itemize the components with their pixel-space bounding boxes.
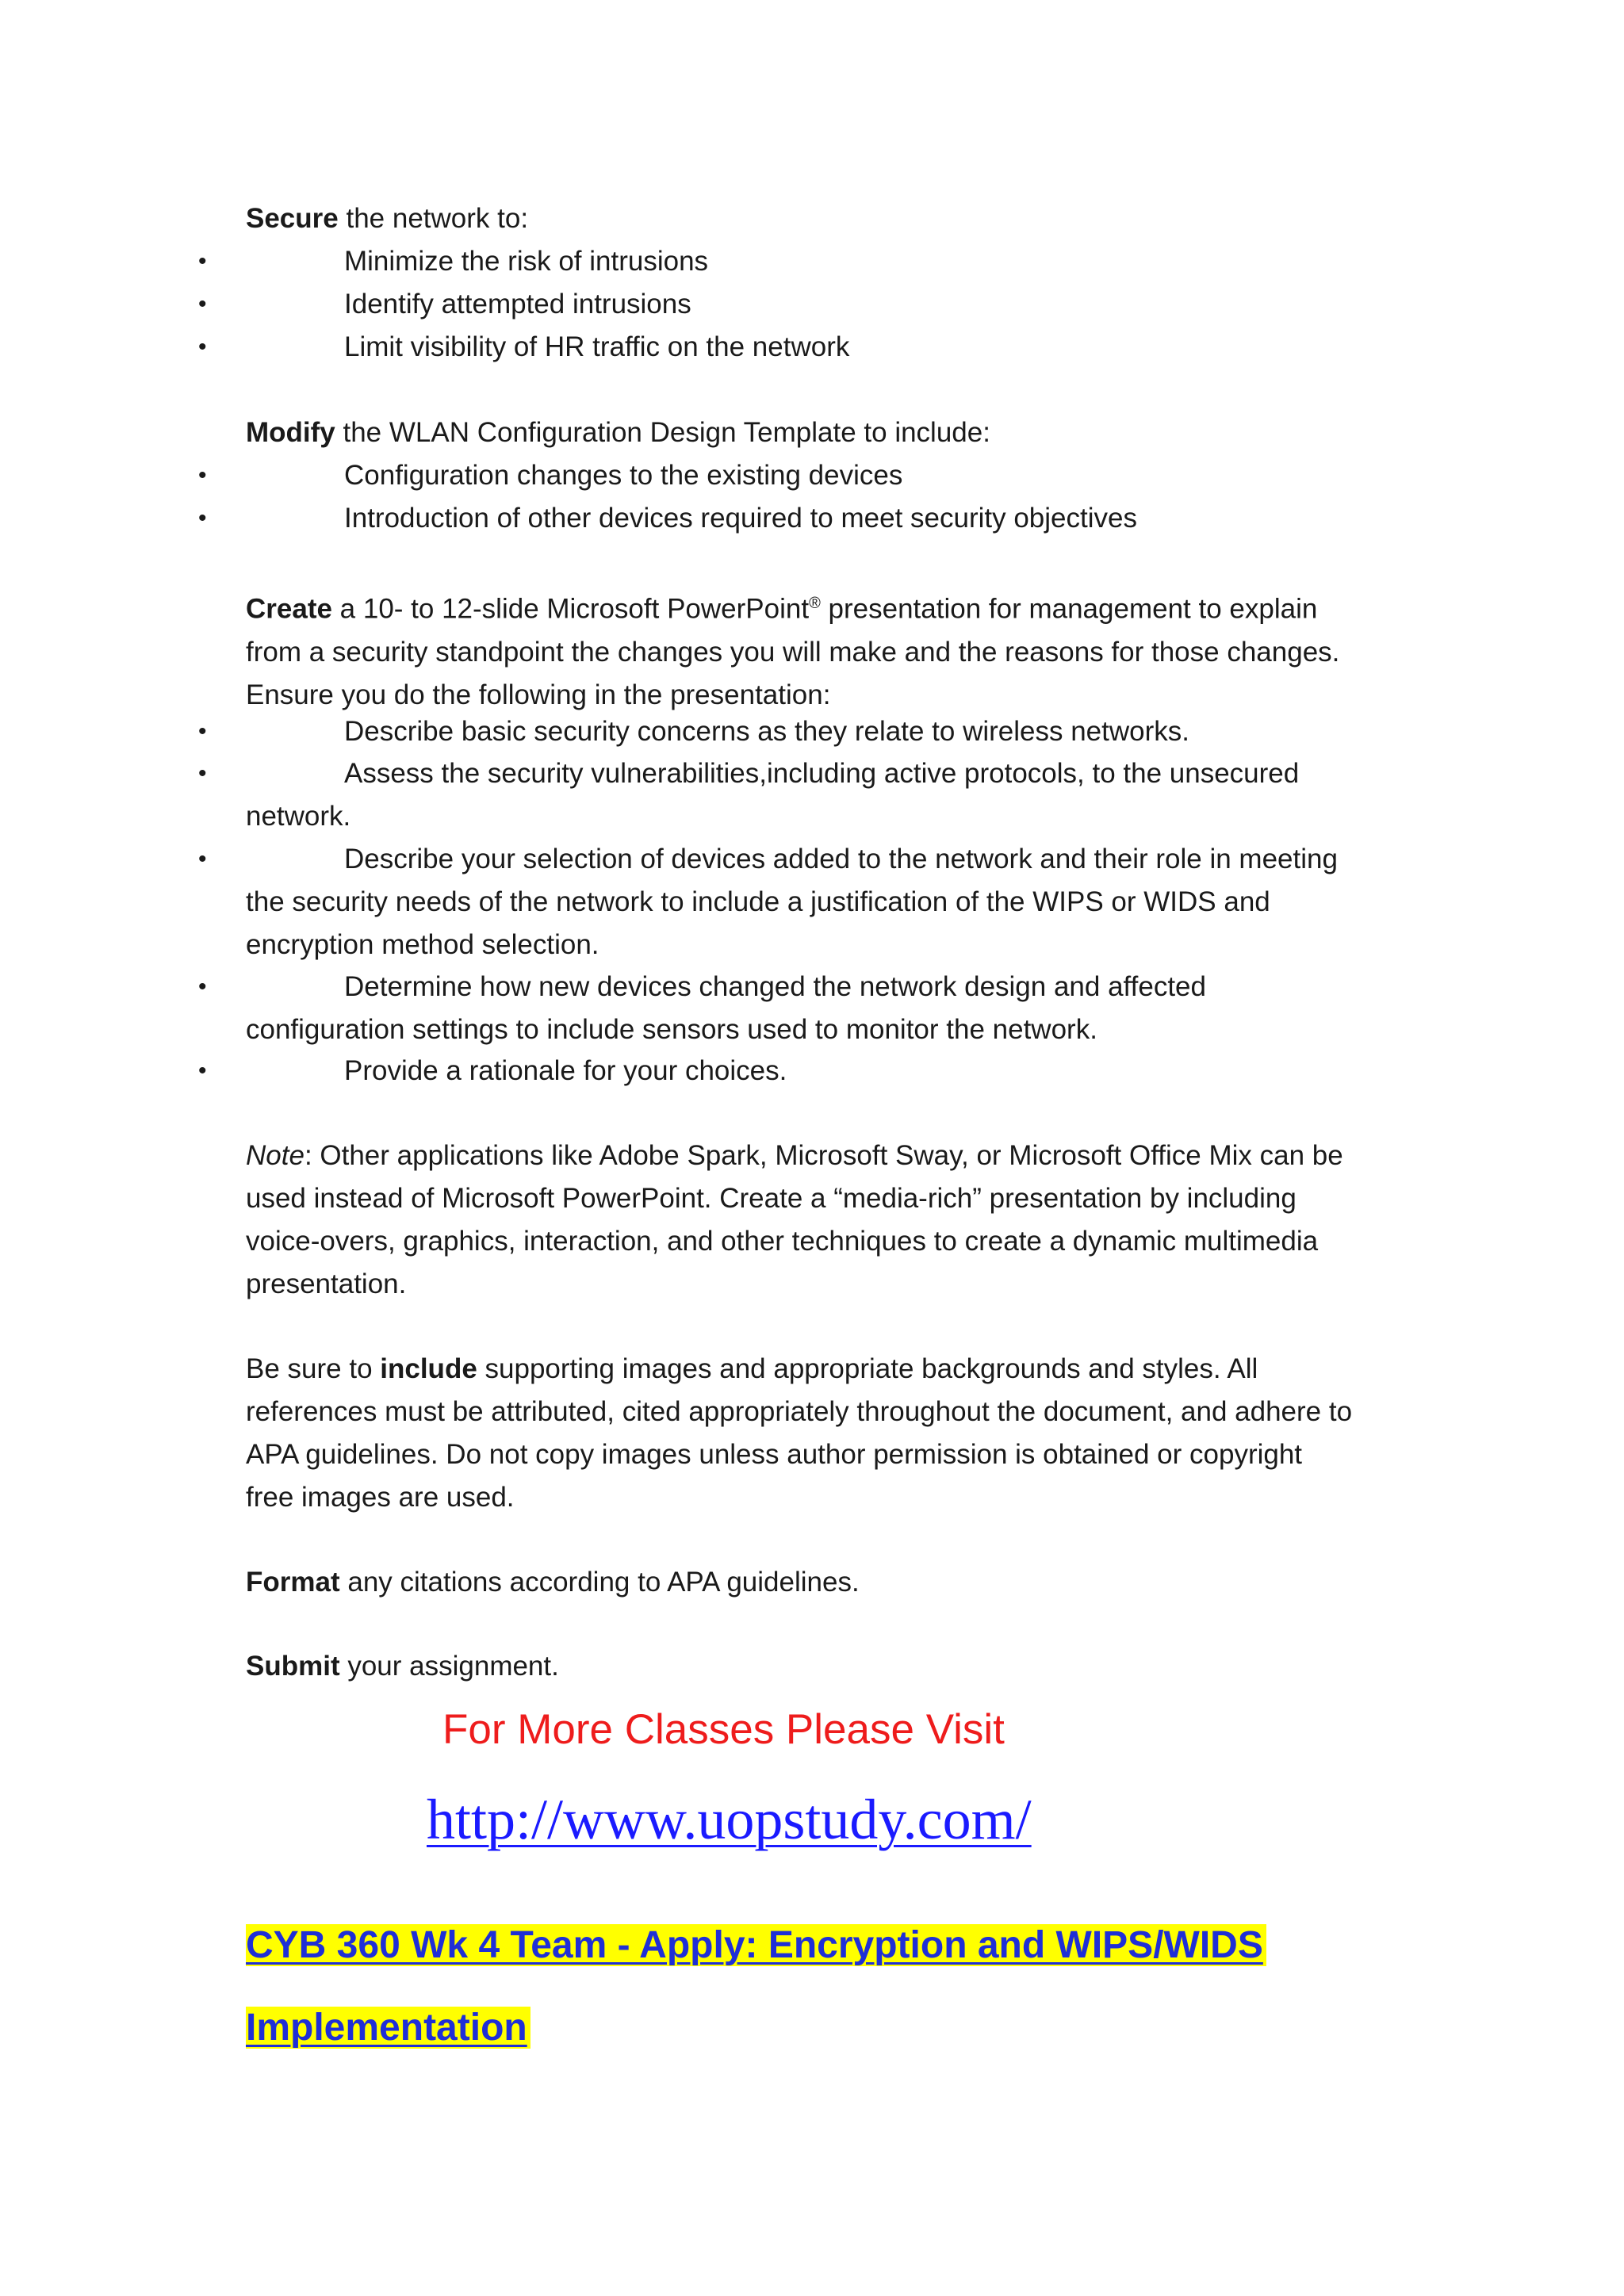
bullet-icon: • bbox=[198, 334, 207, 360]
create-line-1-end: presentation for management to explain bbox=[820, 593, 1318, 625]
include-paragraph bbox=[246, 1348, 1388, 1519]
list-item: Provide a rationale for your choices. bbox=[344, 1055, 787, 1086]
list-item: Introduction of other devices required to meet security objectives bbox=[344, 503, 1137, 534]
modify-rest: the WLAN Configuration Design Template to include: bbox=[335, 417, 990, 448]
note-line-2: used instead of Microsoft PowerPoint. Create a “media-rich” presentation by including bbox=[246, 1183, 1297, 1214]
list-item: Identify attempted intrusions bbox=[344, 289, 691, 320]
secure-heading bbox=[246, 197, 1388, 240]
note-lead: Note bbox=[246, 1140, 304, 1171]
secure-rest: the network to: bbox=[338, 203, 529, 234]
create-paragraph bbox=[246, 582, 1388, 717]
bullet-icon: • bbox=[198, 462, 207, 488]
modify-item-1 bbox=[198, 454, 1388, 497]
create-lead: Create bbox=[246, 593, 332, 625]
course-title-line-1[interactable] bbox=[246, 1913, 1266, 1978]
secure-item-2 bbox=[198, 283, 1388, 326]
include-line-2: references must be attributed, cited appropriately throughout the document, and adhere to bbox=[246, 1396, 1353, 1427]
include-lead: include bbox=[380, 1353, 477, 1384]
include-line-3: APA guidelines. Do not copy images unless author permission is obtained or copyright bbox=[246, 1439, 1303, 1470]
list-item: Minimize the risk of intrusions bbox=[344, 246, 709, 277]
create-line-2: from a security standpoint the changes you will make and the reasons for those changes. bbox=[246, 636, 1340, 668]
list-item: Configuration changes to the existing devices bbox=[344, 460, 903, 491]
secure-lead: Secure bbox=[246, 203, 339, 234]
promo-text: For More Classes Please Visit bbox=[442, 1706, 1005, 1753]
list-item-continuation: encryption method selection. bbox=[246, 929, 599, 960]
bullet-icon: • bbox=[198, 291, 207, 317]
submit-paragraph bbox=[246, 1645, 1388, 1688]
format-lead: Format bbox=[246, 1567, 340, 1598]
list-item: Determine how new devices changed the network design and affected bbox=[344, 971, 1206, 1002]
highlighted-title-text[interactable]: Implementation bbox=[246, 2007, 530, 2049]
create-item-1 bbox=[198, 710, 1388, 753]
bullet-icon: • bbox=[198, 846, 207, 872]
create-item-2 bbox=[198, 752, 1388, 838]
bullet-icon: • bbox=[198, 248, 207, 274]
submit-lead: Submit bbox=[246, 1651, 340, 1682]
note-paragraph bbox=[246, 1135, 1388, 1306]
note-line-1: : Other applications like Adobe Spark, Microsoft Sway, or Microsoft Office Mix can be bbox=[304, 1140, 1343, 1171]
bullet-icon: • bbox=[198, 974, 207, 1000]
create-line-3: Ensure you do the following in the presentation: bbox=[246, 679, 831, 710]
submit-rest: your assignment. bbox=[339, 1651, 559, 1682]
list-item-continuation: configuration settings to include sensors used to monitor the network. bbox=[246, 1014, 1097, 1045]
list-item: Assess the security vulnerabilities,including active protocols, to the unsecured bbox=[344, 758, 1300, 789]
list-item: Limit visibility of HR traffic on the network bbox=[344, 331, 850, 362]
secure-item-3 bbox=[198, 326, 1388, 369]
list-item-continuation: the security needs of the network to include a justification of the WIPS or WIDS and bbox=[246, 886, 1270, 917]
create-item-4 bbox=[198, 966, 1388, 1051]
include-line-4: free images are used. bbox=[246, 1482, 515, 1513]
list-item-continuation: network. bbox=[246, 801, 351, 832]
create-line-1: a 10- to 12-slide Microsoft PowerPoint bbox=[331, 593, 810, 625]
secure-item-1 bbox=[198, 240, 1388, 283]
format-paragraph bbox=[246, 1561, 1388, 1604]
bullet-icon: • bbox=[198, 718, 207, 744]
create-item-5 bbox=[198, 1050, 1388, 1093]
create-item-3 bbox=[198, 838, 1388, 966]
bullet-icon: • bbox=[198, 1058, 207, 1084]
highlighted-title-text[interactable]: CYB 360 Wk 4 Team - Apply: Encryption and WIPS/WIDS bbox=[246, 1924, 1266, 1966]
bullet-icon: • bbox=[198, 505, 207, 531]
include-line-1: supporting images and appropriate backgrounds and styles. All bbox=[477, 1353, 1258, 1384]
registered-mark: ® bbox=[809, 595, 821, 612]
format-rest: any citations according to APA guidelines. bbox=[339, 1567, 860, 1598]
modify-lead: Modify bbox=[246, 417, 335, 448]
modify-item-2 bbox=[198, 497, 1388, 540]
website-link[interactable]: http://www.uopstudy.com/ bbox=[427, 1788, 1032, 1851]
note-line-3: voice-overs, graphics, interaction, and other techniques to create a dynamic multimedia bbox=[246, 1226, 1319, 1257]
course-title-line-2[interactable] bbox=[246, 1996, 530, 2061]
include-pre: Be sure to bbox=[246, 1353, 381, 1384]
list-item: Describe your selection of devices added to the network and their role in meeting bbox=[344, 844, 1338, 874]
modify-heading bbox=[246, 411, 1388, 454]
bullet-icon: • bbox=[198, 760, 207, 786]
list-item: Describe basic security concerns as they relate to wireless networks. bbox=[344, 716, 1189, 747]
note-line-4: presentation. bbox=[246, 1269, 407, 1299]
